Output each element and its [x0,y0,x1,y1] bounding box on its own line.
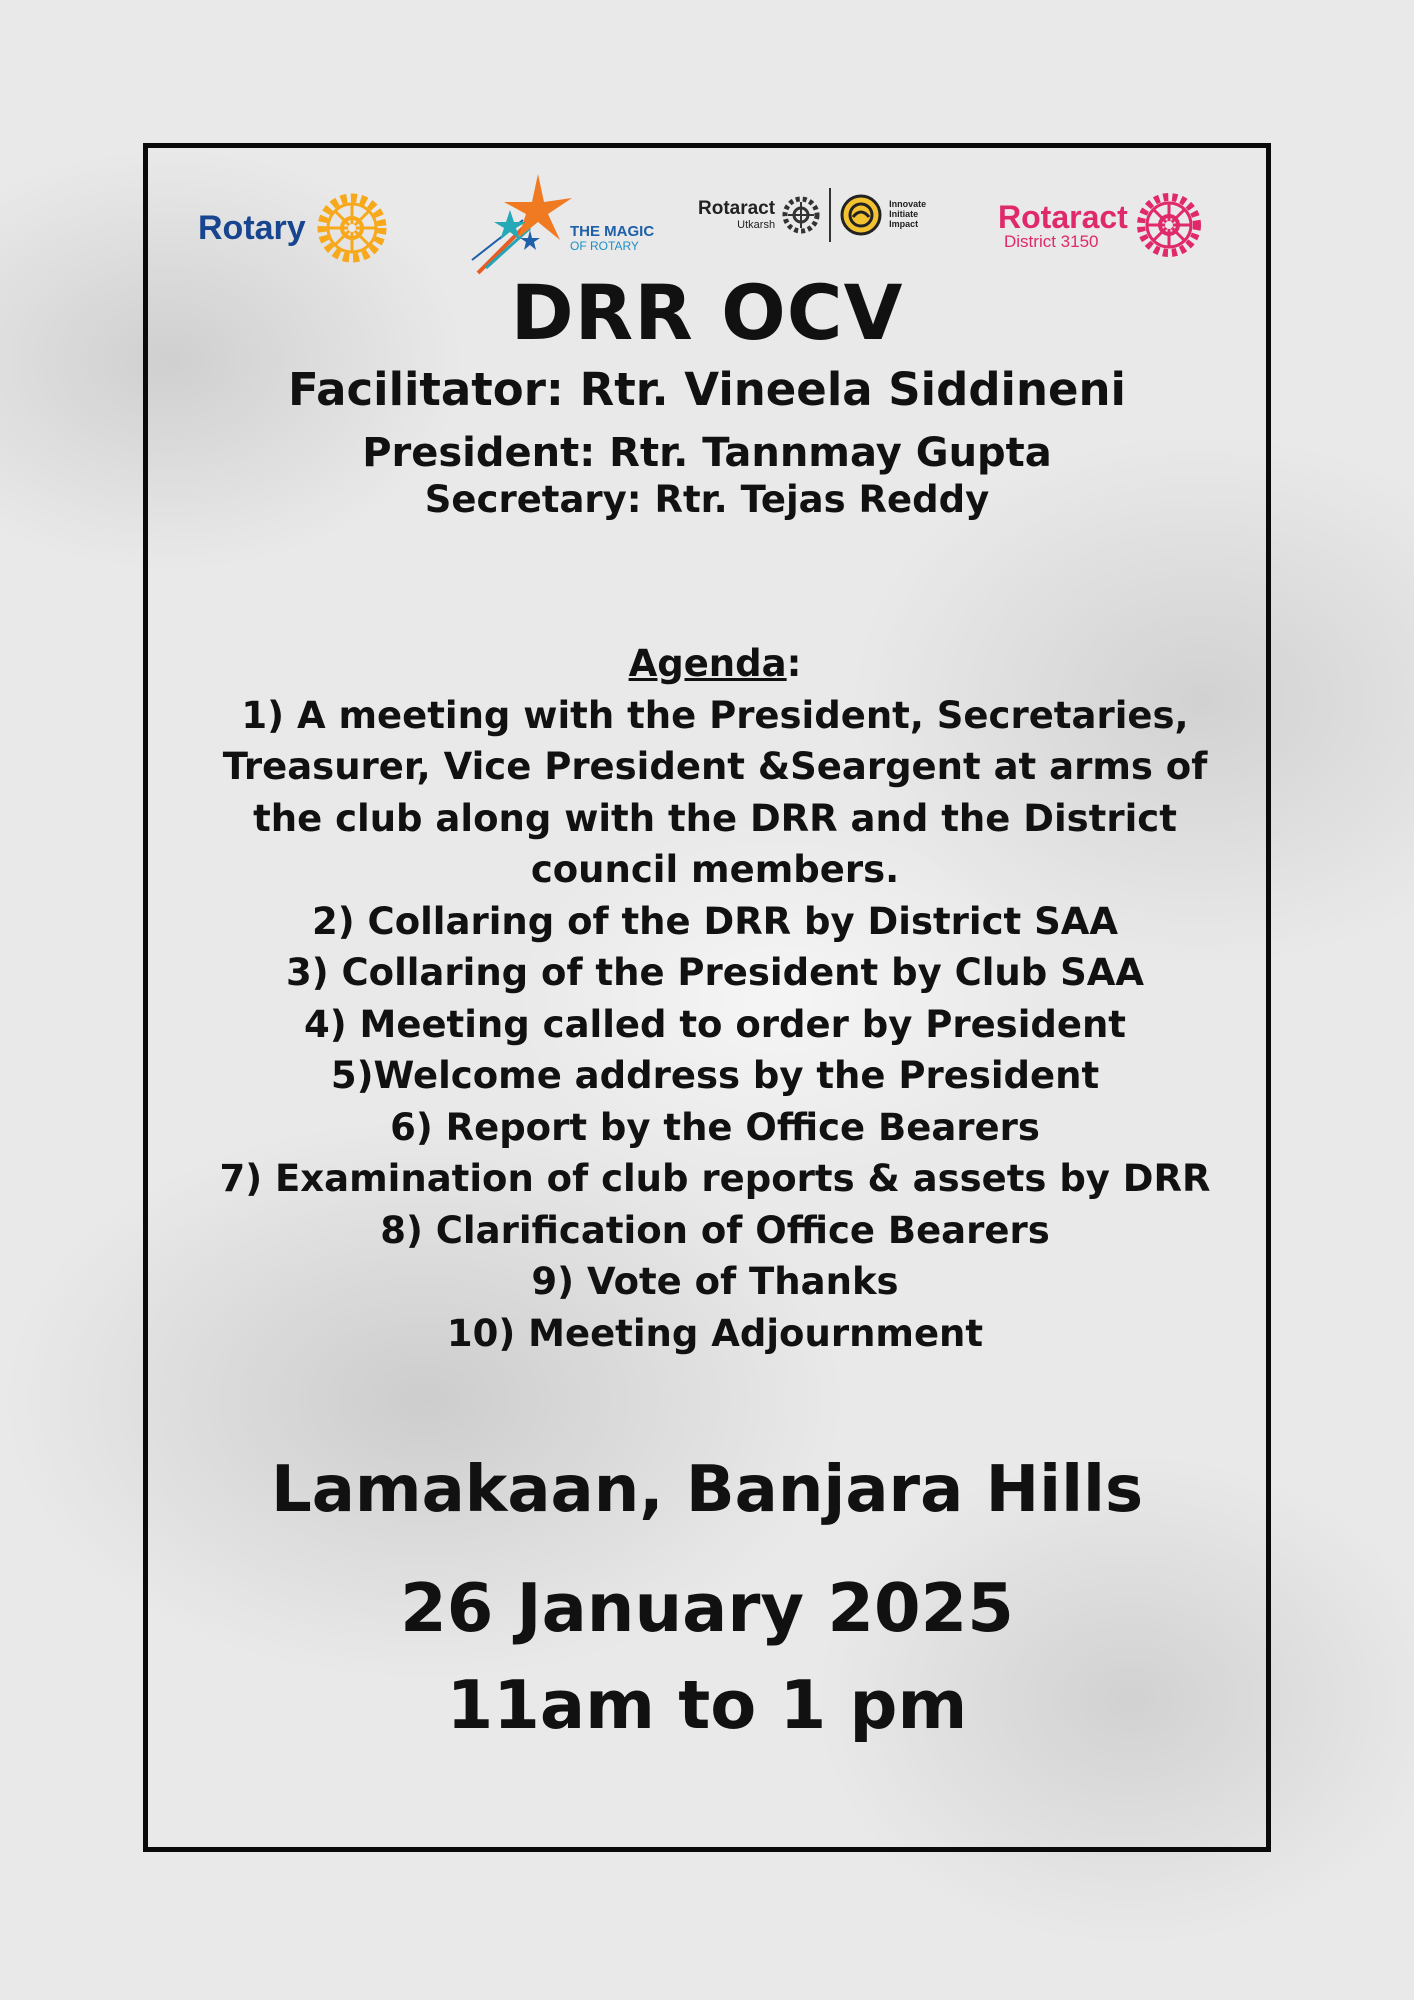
agenda-heading: Agenda [628,642,787,685]
magic-logo-line2: OF ROTARY [570,238,639,253]
rotary-wordmark: Rotary [198,208,306,247]
agenda-item: 1) A meeting with the President, Secretaries, Treasurer, Vice President &Seargent at arms of the club along with the DRR and the District council members. [222,693,1208,891]
event-date: 26 January 2025 [400,1569,1014,1647]
agenda-item: 5)Welcome address by the President [330,1054,1100,1097]
rotary-logo [198,190,390,266]
event-time: 11am to 1 pm [446,1666,968,1744]
utkarsh-tag-initiate: Initiate [889,209,919,220]
logo-row [148,168,1266,278]
agenda-item: 10) Meeting Adjournment [446,1311,984,1355]
rotaract-district-logo [998,190,1204,260]
agenda-item: 6) Report by the Office Bearers [390,1105,1040,1149]
rotaract-utkarsh-logo [698,188,926,242]
agenda-section [148,638,1282,1359]
utkarsh-rotaract-word: Rotaract [698,197,776,219]
agenda-item: 9) Vote of Thanks [531,1260,899,1303]
event-venue: Lamakaan, Banjara Hills [270,1453,1144,1527]
logo-divider [829,188,831,242]
utkarsh-emblem-icon [839,193,883,237]
agenda-heading-row [156,638,1274,690]
page-title: DRR OCV [510,268,904,357]
agenda-item: 4) Meeting called to order by President [304,1002,1126,1046]
agenda-heading-colon: : [786,642,802,685]
agenda-item: 2) Collaring of the DRR by District SAA [312,899,1118,943]
rotaract-wheel-icon [1134,190,1204,260]
magic-of-rotary-logo [468,168,654,278]
poster-frame [143,143,1271,1852]
agenda-item: 8) Clarification of Office Bearers [380,1208,1050,1252]
district-rotaract-word: Rotaract [998,198,1128,235]
president-line: President: Rtr. Tannmay Gupta [362,430,1052,476]
small-wheel-icon [781,195,821,235]
district-number: District 3150 [1004,231,1099,251]
agenda-item: 7) Examination of club reports & assets by DRR [219,1157,1211,1200]
facilitator-line: Facilitator: Rtr. Vineela Siddineni [288,363,1126,416]
utkarsh-club-name: Utkarsh [737,219,776,232]
utkarsh-tag-impact: Impact [889,218,919,229]
secretary-line: Secretary: Rtr. Tejas Reddy [424,478,990,521]
utkarsh-tag-innovate: Innovate [889,199,927,210]
agenda-item: 3) Collaring of the President by Club SAA [285,951,1145,994]
magic-logo-line1: THE MAGIC [570,222,655,240]
star-burst-icon [468,168,578,278]
rotary-wheel-icon [314,190,390,266]
